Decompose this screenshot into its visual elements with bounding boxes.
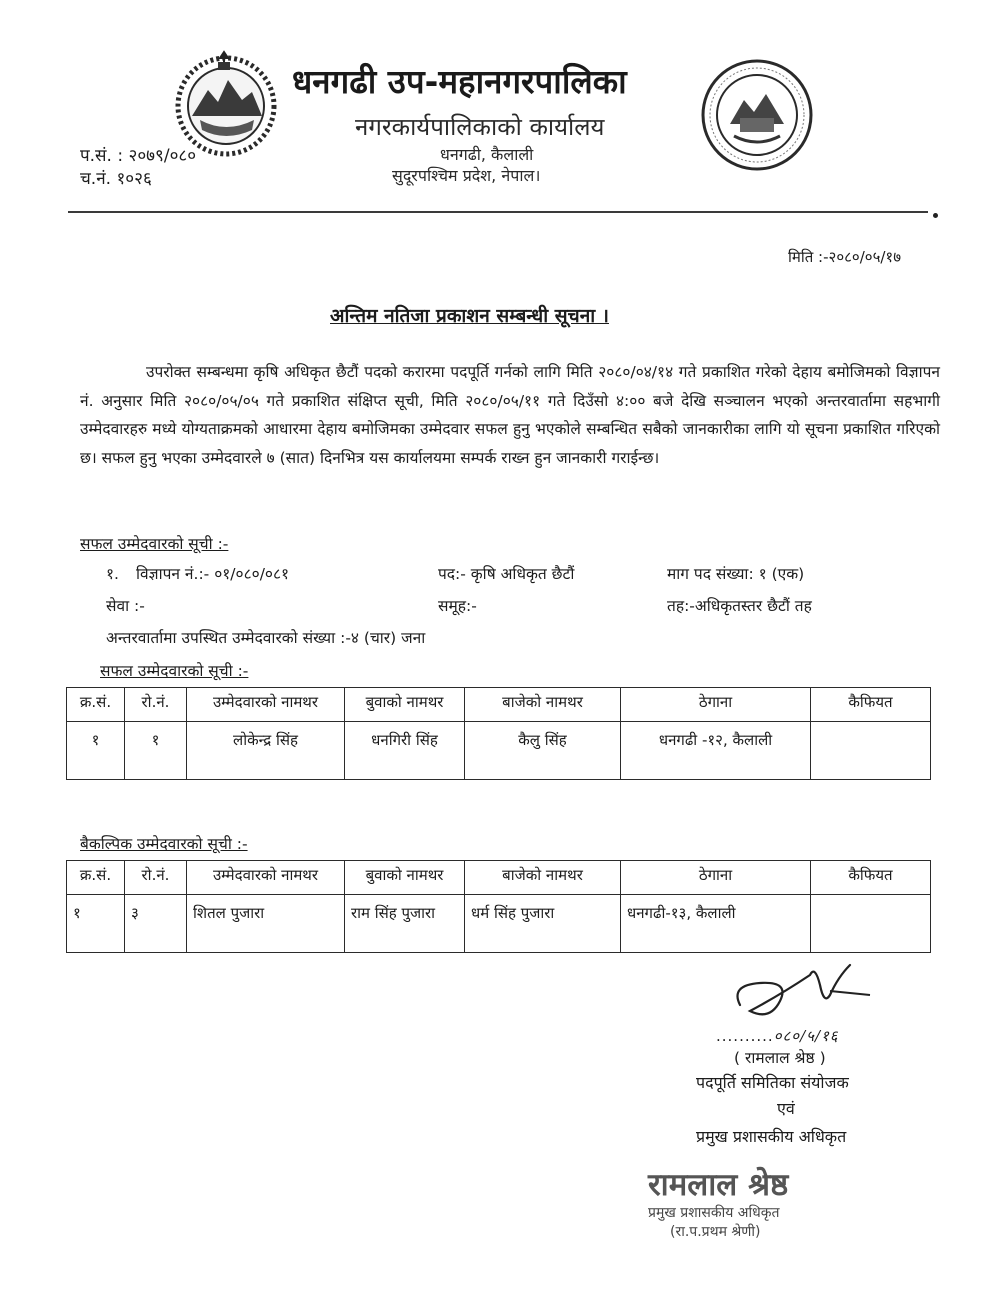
- margin-dot: [933, 213, 938, 218]
- signature-dots: ..........: [716, 1027, 774, 1045]
- advertisement-number: विज्ञापन नं.:- ०१/०८०/०८१: [136, 565, 290, 583]
- successful-table: [66, 687, 931, 780]
- remarks-cell: [811, 895, 931, 953]
- group-field: समूह:-: [438, 597, 477, 615]
- column-header: कैफियत: [811, 861, 931, 895]
- column-header: ठेगाना: [621, 688, 811, 722]
- org-name: धनगढी उप-महानगरपालिका: [292, 62, 627, 101]
- service-field: सेवा :-: [106, 597, 145, 615]
- column-header: कैफियत: [811, 688, 931, 722]
- column-header: रो.नं.: [125, 688, 187, 722]
- alternate-heading: बैकल्पिक उम्मेदवारको सूची :-: [80, 835, 248, 853]
- office-address: धनगढी, कैलाली: [440, 145, 534, 164]
- column-header: उम्मेदवारको नामथर: [187, 688, 345, 722]
- header-divider: [68, 211, 928, 213]
- signature-date: ०८०/५/१६: [773, 1027, 839, 1045]
- father-name-cell: धनगिरी सिंह: [345, 722, 465, 780]
- nepal-emblem-icon: [172, 50, 280, 158]
- stamp-rank: (रा.प.प्रथम श्रेणी): [670, 1224, 761, 1240]
- column-header: उम्मेदवारको नामथर: [187, 861, 345, 895]
- notice-title: अन्तिम नतिजा प्रकाशन सम्बन्धी सूचना ।: [330, 305, 609, 327]
- grandfather-name-cell: कैलु सिंह: [465, 722, 621, 780]
- address-cell: धनगढी -१२, कैलाली: [621, 722, 811, 780]
- address-cell: धनगढी-१३, कैलाली: [621, 895, 811, 953]
- dispatch-number: च.नं. १०२६: [80, 169, 152, 189]
- signature-icon: [720, 955, 880, 1035]
- signer-role-officer: प्रमुख प्रशासकीय अधिकृत: [696, 1127, 847, 1146]
- province-line: सुदूरपश्चिम प्रदेश, नेपाल।: [392, 166, 541, 185]
- column-header: बाजेको नामथर: [465, 688, 621, 722]
- level-field: तह:-अधिकृतस्तर छैटौं तह: [667, 597, 812, 615]
- candidate-name-cell: लोकेन्द्र सिंह: [187, 722, 345, 780]
- column-header: ठेगाना: [621, 861, 811, 895]
- candidate-name-cell: शितल पुजारा: [187, 895, 345, 953]
- stamp-name: रामलाल श्रेष्ठ: [648, 1167, 789, 1203]
- municipality-seal-icon: [700, 58, 814, 172]
- notice-body: [80, 358, 940, 472]
- column-header: बुवाको नामथर: [345, 688, 465, 722]
- signer-role-committee: पदपूर्ति समितिका संयोजक: [696, 1073, 849, 1092]
- notice-body-text: उपरोक्त सम्बन्धमा कृषि अधिकृत छैटौं पदको करारमा पदपूर्ति गर्नको लागि मिति २०८०/०४/१४ गते प्रकाशित गरेको देहाय बमोजिमको विज्ञापन नं. अनुसार मिति २०८०/०५/०५ गते प्रकाशित संक्षिप्त सूची, मिति २०८०/०५/११ गते दिउँसो ४:०० बजे देखि सञ्चालन भएको अन्तरवार्तामा सहभागी उम्मेदवारहरु मध्ये योग्यताक्रमको आधारमा देहाय बमोजिमका उम्मेदवार सफल हुनु भएकोले सम्बन्धित सबैको जानकारीका लागि यो सूचना प्रकाशित गरिएको छ। सफल हुनु भएका उम्मेदवारले ७ (सात) दिनभित्र यस कार्यालयमा सम्पर्क राख्न हुन जानकारी गराईन्छ।: [80, 363, 940, 467]
- table-row: [67, 722, 931, 780]
- alternate-table: [66, 860, 931, 953]
- column-header: बुवाको नामथर: [345, 861, 465, 895]
- serial-cell: १: [67, 895, 125, 953]
- reference-number: प.सं. : २०७९/०८०: [80, 146, 197, 166]
- item-number: १.: [106, 565, 119, 583]
- section-heading: सफल उम्मेदवारको सूची :-: [80, 535, 229, 553]
- roll-cell: ३: [125, 895, 187, 953]
- serial-cell: १: [67, 722, 125, 780]
- signer-name: ( रामलाल श्रेष्ठ ): [734, 1049, 826, 1067]
- remarks-cell: [811, 722, 931, 780]
- notice-date: मिति :-२०८०/०५/१७: [788, 248, 902, 266]
- signer-conjunction: एवं: [777, 1099, 795, 1118]
- post-name: पद:- कृषि अधिकृत छैटौं: [438, 565, 575, 583]
- roll-cell: १: [125, 722, 187, 780]
- column-header: क्र.सं.: [67, 688, 125, 722]
- table-row: [67, 895, 931, 953]
- signature-line: [716, 1026, 839, 1046]
- stamp-role: प्रमुख प्रशासकीय अधिकृत: [648, 1205, 780, 1221]
- present-count: अन्तरवार्तामा उपस्थित उम्मेदवारको संख्या :-४ (चार) जना: [106, 629, 426, 647]
- column-header: क्र.सं.: [67, 861, 125, 895]
- father-name-cell: राम सिंह पुजारा: [345, 895, 465, 953]
- grandfather-name-cell: धर्म सिंह पुजारा: [465, 895, 621, 953]
- column-header: बाजेको नामथर: [465, 861, 621, 895]
- table-header-row: [67, 861, 931, 895]
- successful-heading: सफल उम्मेदवारको सूची :-: [100, 662, 249, 680]
- table-header-row: [67, 688, 931, 722]
- column-header: रो.नं.: [125, 861, 187, 895]
- demand-count: माग पद संख्या: १ (एक): [667, 565, 805, 583]
- office-name: नगरकार्यपालिकाको कार्यालय: [355, 113, 605, 141]
